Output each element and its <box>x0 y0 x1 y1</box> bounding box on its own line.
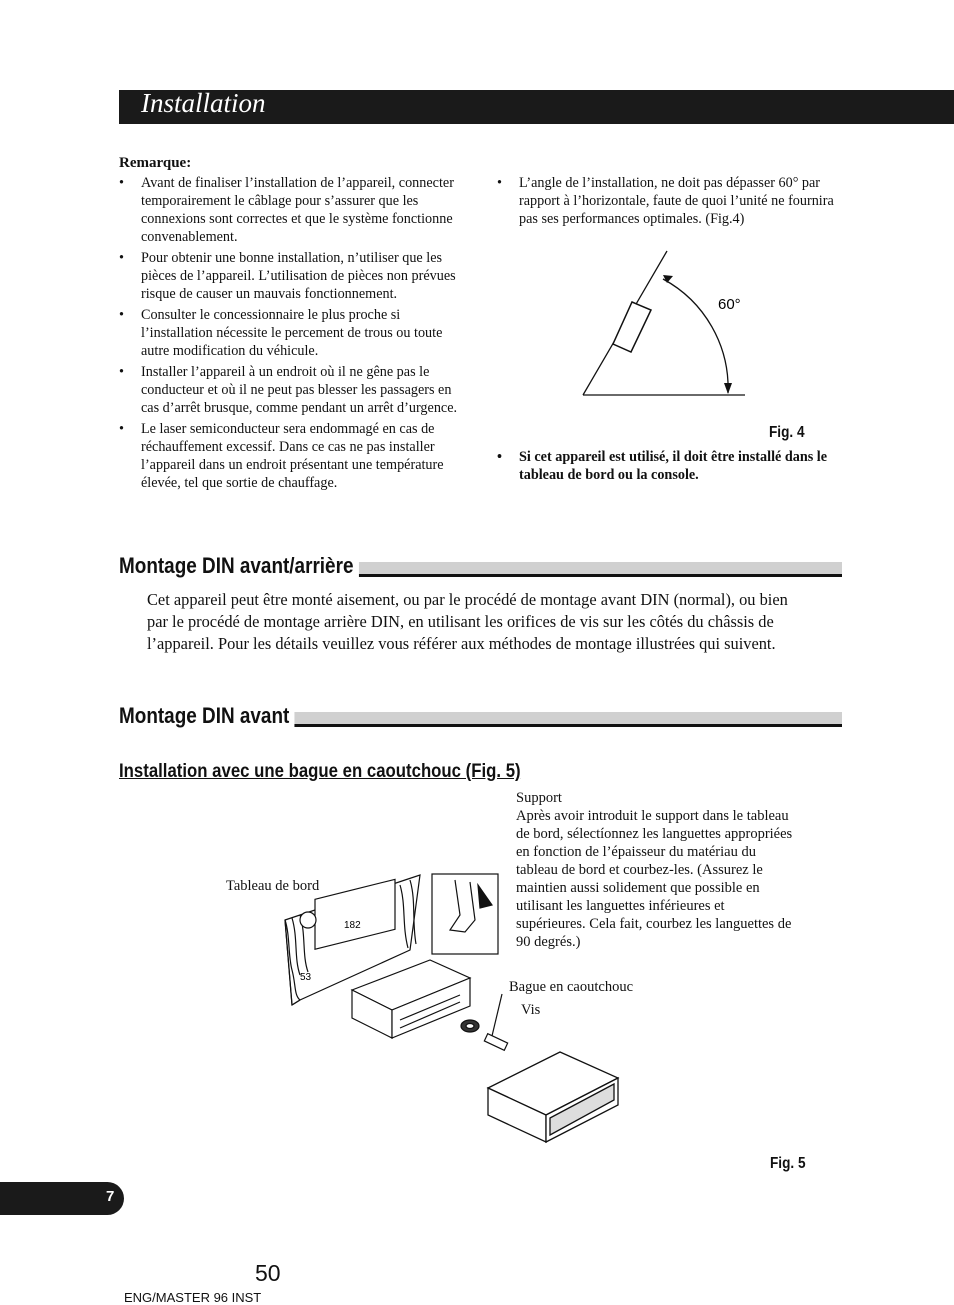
list-item: • Le laser semiconducteur sera endommagé en cas de réchauffement excessif. Dans ce cas ne pas installer l’appareil dans un endroit présentant une température élevée, tel que sortie de chauffage. <box>119 420 464 492</box>
section-heading <box>119 703 842 730</box>
screw-label: Vis <box>521 1002 541 1018</box>
section-title: Montage DIN avant <box>119 703 294 729</box>
footer-code: ENG/MASTER 96 INST <box>124 1290 262 1305</box>
fig4-arrow-bottom <box>724 383 732 394</box>
list-item: • L’angle de l’installation, ne doit pas dépasser 60° par rapport à l’horizontale, faute de quoi l’unité ne fournira pas ses performances optimales. (Fig.4) <box>497 174 842 228</box>
remarks-right-list <box>497 174 842 231</box>
page-title: Installation <box>141 88 266 118</box>
rubber-ring <box>461 1020 479 1032</box>
fig4-angle-diagram <box>575 245 845 405</box>
inset-bend-tab <box>432 874 498 954</box>
fig4-unit-rect <box>613 302 651 352</box>
section-heading <box>119 553 842 580</box>
fig5-installation-diagram <box>280 860 630 1150</box>
remarks-right-bold-list <box>497 448 842 487</box>
section-title: Montage DIN avant/arrière <box>119 553 359 579</box>
list-item: • Installer l’appareil à un endroit où il ne gêne pas le conducteur et où il ne peut pas blesser les passagers en cas d’arrêt brusque, comme pendant un arrêt d’urgence. <box>119 363 464 417</box>
remarks-left-list <box>119 174 464 495</box>
fig5-caption: Fig. 5 <box>770 1155 806 1172</box>
section-body: Cet appareil peut être monté aisement, ou par le procédé de montage avant DIN (normal), ou bien par le procédé de montage arrière DIN, en utilisant les orifices de vis sur les côtés du châssis de l’appareil. Pour les détails veuillez vous référer aux méthodes de montage illustrées qui suivent. <box>147 590 788 653</box>
list-item: • Consulter le concessionnaire le plus proche si l’installation nécessite le percement de trous ou toute autre modification du véhicule. <box>119 306 464 360</box>
list-item: • Si cet appareil est utilisé, il doit être installé dans le tableau de bord ou la console. <box>497 448 842 484</box>
dashboard-label: Tableau de bord <box>226 878 320 894</box>
list-item: • Pour obtenir une bonne installation, n’utiliser que les pièces de l’appareil. L’utilisation de pièces non prévues risque de causer un mauvais fonctionnement. <box>119 249 464 303</box>
list-item: • Avant de finaliser l’installation de l’appareil, connecter temporairement le câblage pour s’assurer que les connexions sont correctes et que le système fonctionne convenablement. <box>119 174 464 246</box>
fig4-arrow-top <box>663 275 673 283</box>
fig4-caption: Fig. 4 <box>769 424 805 441</box>
fig4-angle-label: 60° <box>718 296 741 313</box>
subsection-title: Installation avec une bague en caoutchouc (Fig. 5) <box>119 760 521 782</box>
head-unit <box>488 1052 618 1142</box>
mounting-sleeve <box>352 960 470 1038</box>
chapter-tab-number: 7 <box>106 1188 115 1205</box>
page-number: 50 <box>255 1260 281 1286</box>
rubber-ring-label: Bague en caoutchouc <box>509 979 634 995</box>
dim-width-label: 182 <box>344 920 361 931</box>
remarks-title: Remarque: <box>119 155 192 171</box>
support-title: Support <box>516 790 562 806</box>
screw <box>484 994 507 1050</box>
dim-height-label: 53 <box>300 972 312 983</box>
support-text: Après avoir introduit le support dans le tableau de bord, sélectíonnez les languettes appropriées en fonction de l’épaisseur du matériau du tableau de bord et courbez-les. (Assurez le maintien aussi solidement que possible en utilisant les languettes inférieures et supérieures. Cela fait, courbez les languettes de 90 degrés.) <box>516 808 793 950</box>
